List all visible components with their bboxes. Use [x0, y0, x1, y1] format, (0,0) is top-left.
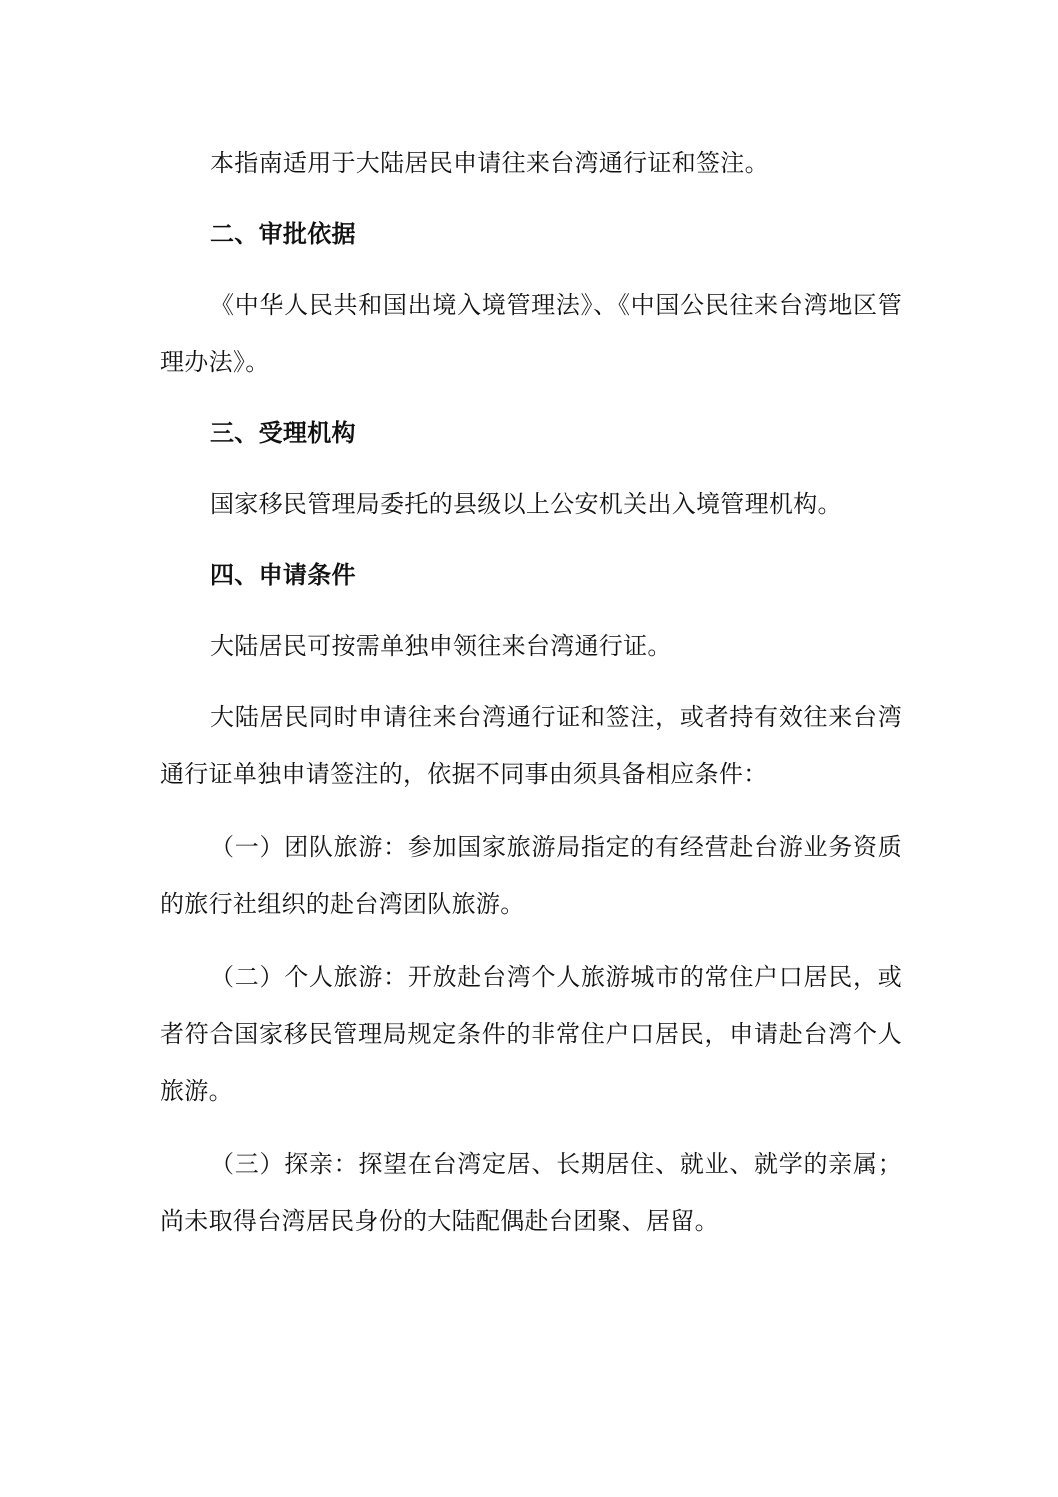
paragraph-family-visit: （三）探亲：探望在台湾定居、长期居住、就业、就学的亲属；尚未取得台湾居民身份的大陆配偶赴台团聚、居留。 [160, 1150, 902, 1235]
paragraph-permit-alone: 大陆居民可按需单独申领往来台湾通行证。 [210, 632, 672, 660]
paragraph-laws: 《中华人民共和国出境入境管理法》、《中国公民往来台湾地区管理办法》。 [160, 291, 902, 376]
heading-approval-basis: 二、审批依据 [210, 220, 356, 248]
paragraph-agency: 国家移民管理局委托的县级以上公安机关出入境管理机构。 [210, 490, 842, 518]
paragraph-group-tour: （一）团队旅游：参加国家旅游局指定的有经营赴台游业务资质的旅行社组织的赴台湾团队旅游。 [160, 833, 902, 918]
heading-application-conditions: 四、申请条件 [210, 561, 356, 589]
paragraph-individual-tour: （二）个人旅游：开放赴台湾个人旅游城市的常住户口居民，或者符合国家移民管理局规定条件的非常住户口居民，申请赴台湾个人旅游。 [160, 963, 902, 1105]
document-body [160, 135, 902, 1250]
paragraph-scope: 本指南适用于大陆居民申请往来台湾通行证和签注。 [210, 149, 769, 177]
paragraph-endorsement-conditions: 大陆居民同时申请往来台湾通行证和签注，或者持有效往来台湾通行证单独申请签注的，依据不同事由须具备相应条件： [160, 703, 902, 788]
heading-accepting-agency: 三、受理机构 [210, 419, 356, 447]
